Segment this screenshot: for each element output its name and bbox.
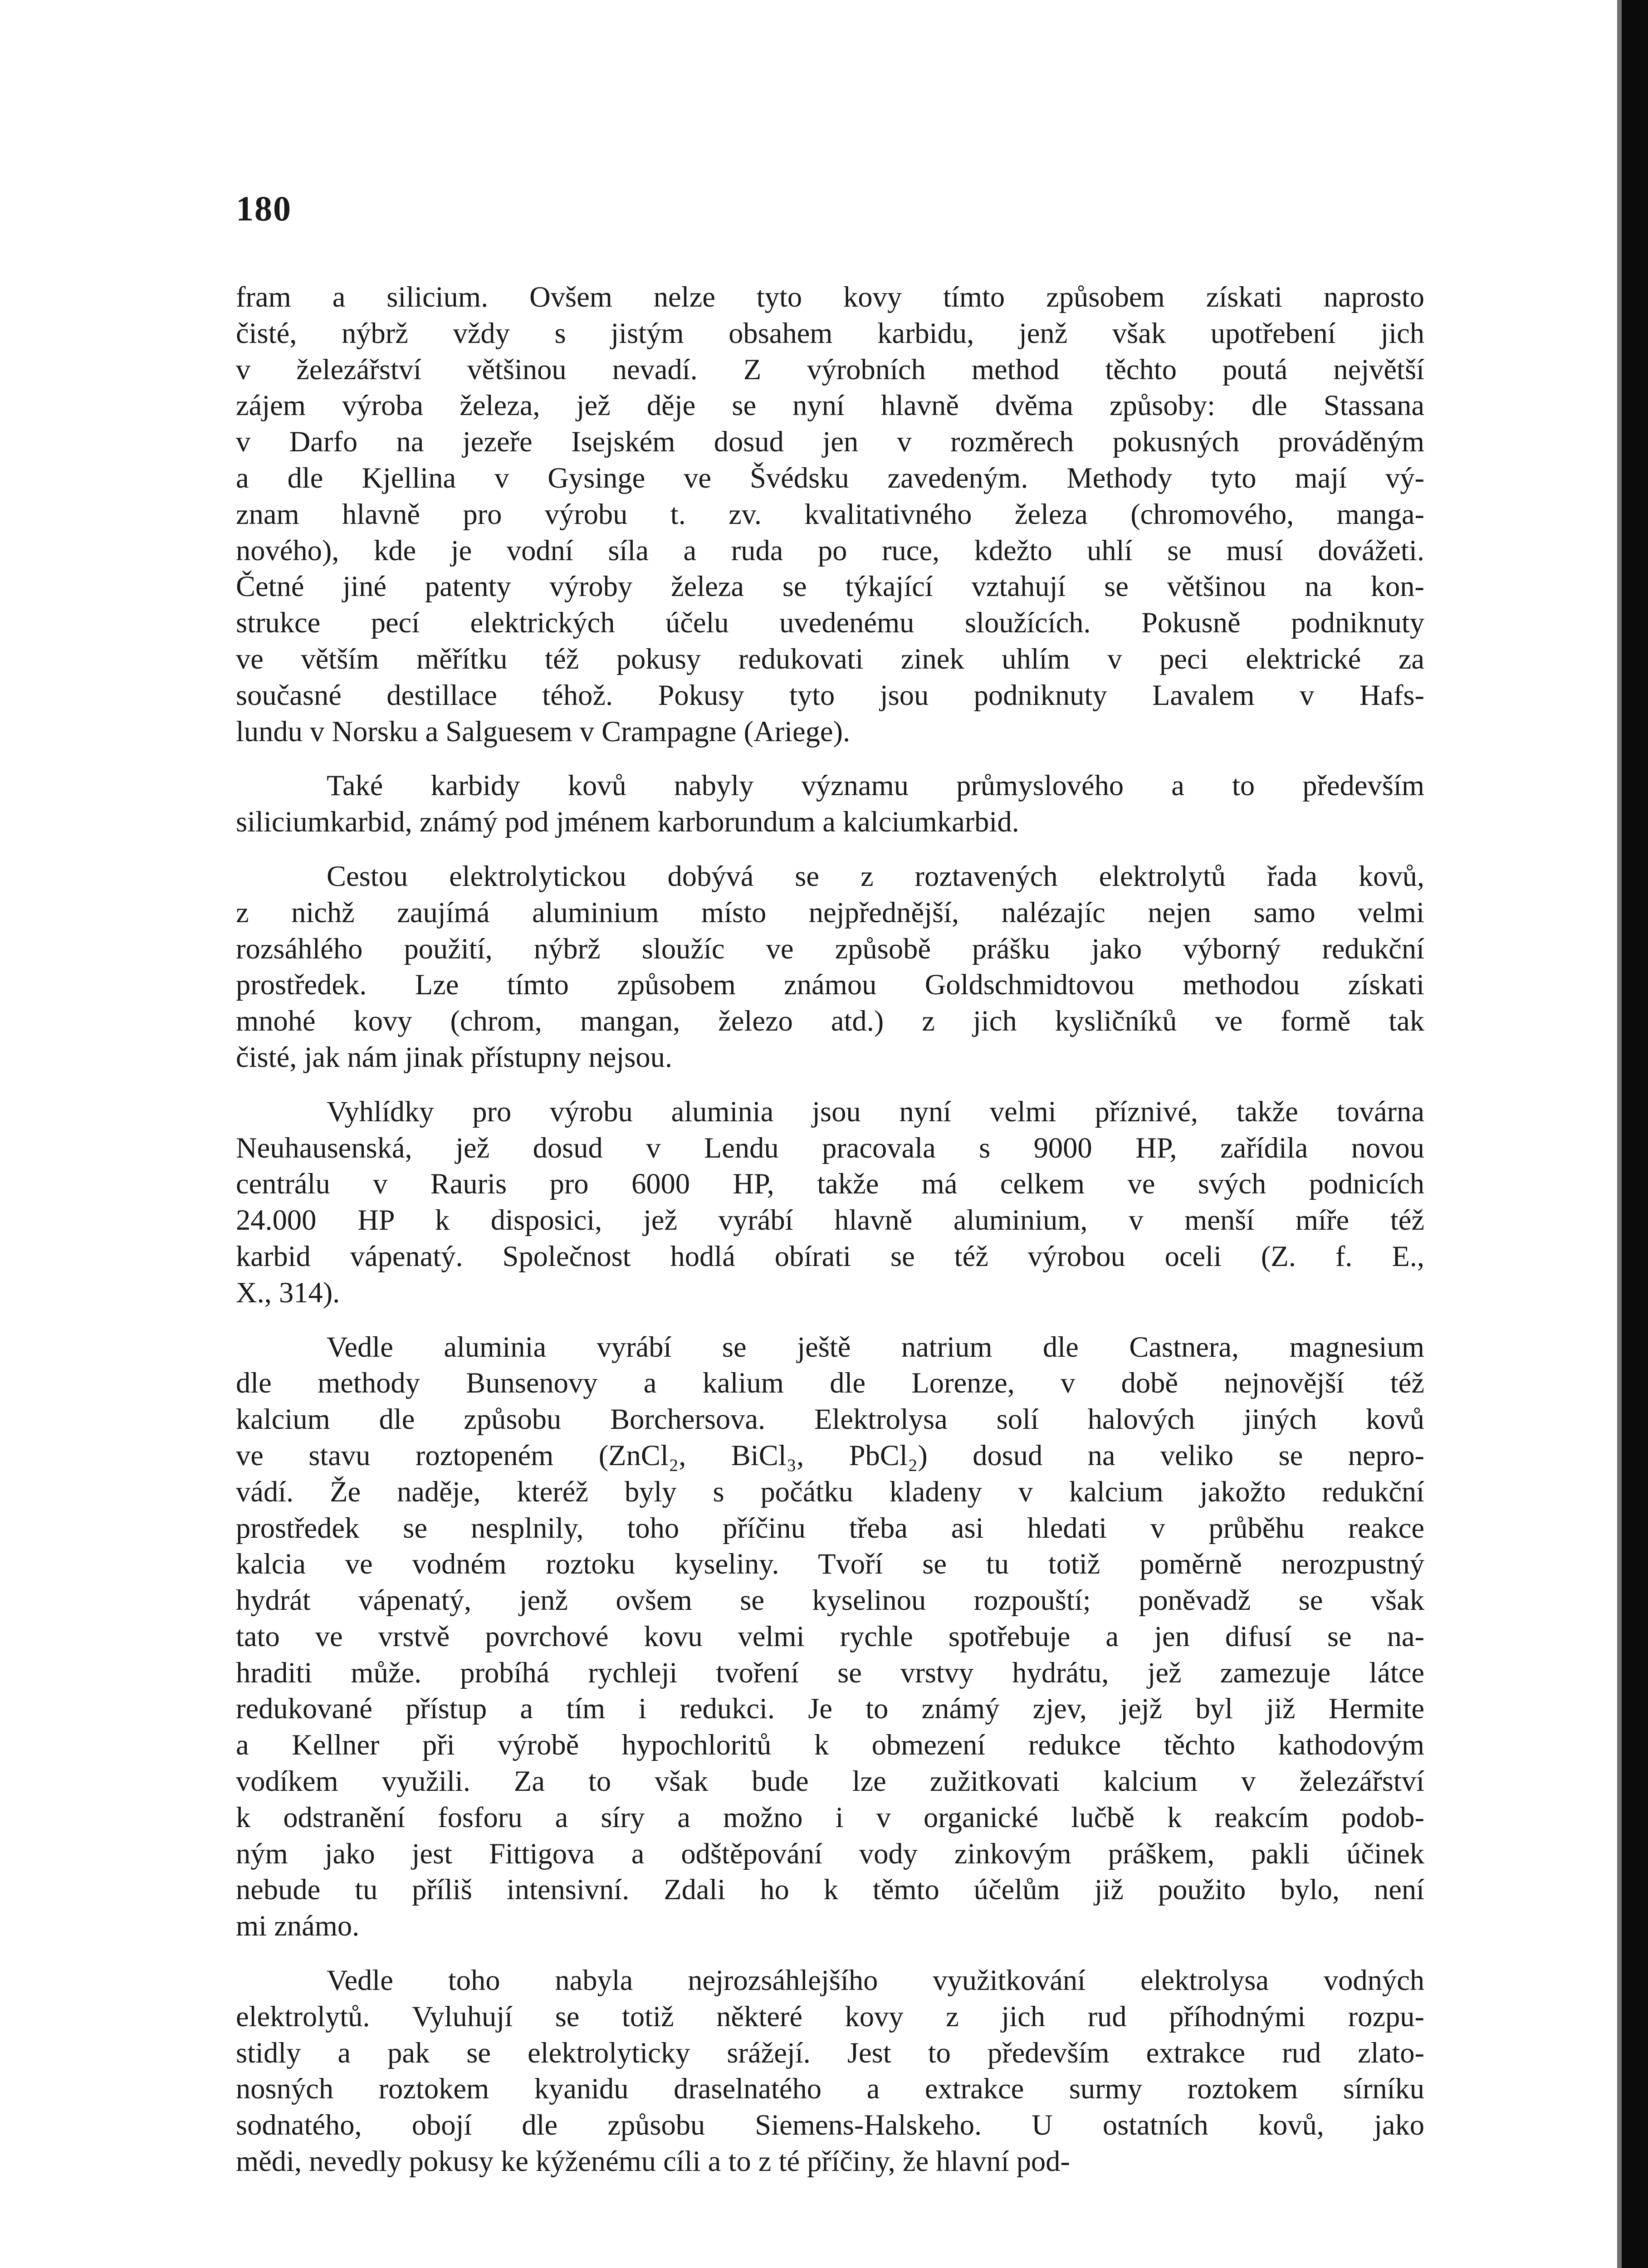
text-line: Vedle aluminia vyrábí se ještě natrium dle Castnera, magnesium bbox=[327, 1330, 1424, 1363]
text-line: Vyhlídky pro výrobu aluminia jsou nyní velmi příznivé, takže továrna bbox=[327, 1095, 1424, 1128]
text-line: nosných roztokem kyanidu draselnatého a extrakce surmy roztokem sírníku bbox=[236, 2072, 1424, 2105]
text-line: redukované přístup a tím i redukci. Je to známý zjev, jejž byl již Hermite bbox=[236, 1692, 1424, 1725]
text-line: hraditi může. probíhá rychleji tvoření se vrstvy hydrátu, jež zamezuje látce bbox=[236, 1656, 1424, 1689]
text-line: v Darfo na jezeře Isejském dosud jen v rozměrech pokusných prováděným bbox=[236, 425, 1424, 458]
text-line: Vedle toho nabyla nejrozsáhlejšího využitkování elektrolysa vodných bbox=[327, 1964, 1424, 1997]
text-line: ným jako jest Fittigova a odštěpování vody zinkovým práškem, pakli účinek bbox=[236, 1837, 1424, 1870]
paragraph-gap bbox=[236, 1944, 1424, 1962]
text-line: nebude tu příliš intensivní. Zdali ho k těmto účelům již použito bylo, není bbox=[236, 1873, 1424, 1906]
text-line: Neuhausenská, jež dosud v Lendu pracovala s 9000 HP, zařídila novou bbox=[236, 1131, 1424, 1164]
text-line: v železářství většinou nevadí. Z výrobních method těchto poutá největší bbox=[236, 353, 1424, 386]
paragraph bbox=[236, 858, 1424, 1075]
text-line: prostředek. Lze tímto způsobem známou Goldschmidtovou methodou získati bbox=[236, 968, 1424, 1001]
text-line: kalcium dle způsobu Borchersova. Elektrolysa solí halových jiných kovů bbox=[236, 1403, 1424, 1436]
text-line: lundu v Norsku a Salguesem v Crampagne (Ariege). bbox=[236, 715, 851, 748]
paragraph bbox=[236, 1962, 1424, 2180]
text-line: ve větším měřítku též pokusy redukovati zinek uhlím v peci elektrické za bbox=[236, 642, 1424, 675]
page-number: 180 bbox=[236, 189, 292, 228]
text-line: znam hlavně pro výrobu t. zv. kvalitativného železa (chromového, manga- bbox=[236, 498, 1424, 530]
text-line: nového), kde je vodní síla a ruda po ruce, kdežto uhlí se musí dovážeti. bbox=[236, 534, 1424, 567]
text-line: čisté, nýbrž vždy s jistým obsahem karbidu, jenž však upotřebení jich bbox=[236, 317, 1424, 349]
text-line: centrálu v Rauris pro 6000 HP, takže má celkem ve svých podnicích bbox=[236, 1168, 1424, 1200]
text-line: tato ve vrstvě povrchové kovu velmi rychle spotřebuje a jen difusí se na- bbox=[236, 1620, 1424, 1652]
text-line: X., 314). bbox=[236, 1276, 340, 1309]
paragraph-gap bbox=[236, 1311, 1424, 1329]
text-line: fram a silicium. Ovšem nelze tyto kovy tímto způsobem získati naprosto bbox=[236, 281, 1424, 313]
text-line: rozsáhlého použití, nýbrž sloužíc ve způsobě prášku jako výborný redukční bbox=[236, 932, 1424, 965]
text-line: vodíkem využili. Za to však bude lze zužitkovati kalcium v železářství bbox=[236, 1765, 1424, 1798]
text-line: současné destillace téhož. Pokusy tyto jsou podniknuty Lavalem v Hafs- bbox=[236, 679, 1424, 711]
paragraph-gap bbox=[236, 1075, 1424, 1094]
text-line: z nichž zaujímá aluminium místo nejpřednější, nalézajíc nejen samo velmi bbox=[236, 896, 1424, 929]
paragraph-gap bbox=[236, 749, 1424, 767]
text-line: stidly a pak se elektrolyticky srážejí. Jest to především extrakce rud zlato- bbox=[236, 2036, 1424, 2069]
text-line: dle methody Bunsenovy a kalium dle Lorenze, v době nejnovější též bbox=[236, 1367, 1424, 1399]
paragraph-gap bbox=[236, 840, 1424, 858]
text-line: mnohé kovy (chrom, mangan, železo atd.) z jich kysličníků ve formě tak bbox=[236, 1005, 1424, 1037]
text-line: elektrolytů. Vyluhují se totiž některé kovy z jich rud příhodnými rozpu- bbox=[236, 2000, 1424, 2033]
text-line: Cestou elektrolytickou dobývá se z roztavených elektrolytů řada kovů, bbox=[327, 860, 1424, 892]
text-line: a dle Kjellina v Gysinge ve Švédsku zavedeným. Methody tyto mají vý- bbox=[236, 461, 1424, 494]
text-line: 24.000 HP k disposici, jež vyrábí hlavně aluminium, v menší míře též bbox=[236, 1204, 1424, 1237]
text-line: siliciumkarbid, známý pod jménem karborundum a kalciumkarbid. bbox=[236, 806, 1019, 838]
text-line: zájem výroba železa, jež děje se nyní hlavně dvěma způsoby: dle Stassana bbox=[236, 389, 1424, 422]
text-line: strukce pecí elektrických účelu uvedenému sloužících. Pokusně podniknuty bbox=[236, 606, 1424, 639]
paragraph bbox=[236, 279, 1424, 749]
text-line: sodnatého, obojí dle způsobu Siemens-Halskeho. U ostatních kovů, jako bbox=[236, 2109, 1424, 2141]
text-line: vádí. Že naděje, kteréž byly s počátku kladeny v kalcium jakožto redukční bbox=[236, 1475, 1424, 1508]
text-line: čisté, jak nám jinak přístupny nejsou. bbox=[236, 1041, 672, 1073]
paragraph bbox=[236, 767, 1424, 840]
text-line: Také karbidy kovů nabyly významu průmyslového a to především bbox=[327, 769, 1424, 802]
text-line: ve stavu roztopeném (ZnCl₂, BiCl₃, PbCl₂) dosud na veliko se nepro- bbox=[236, 1439, 1424, 1471]
body-text bbox=[236, 279, 1424, 2180]
text-line: a Kellner při výrobě hypochloritů k obmezení redukce těchto kathodovým bbox=[236, 1729, 1424, 1761]
paragraph bbox=[236, 1094, 1424, 1311]
text-line: prostředek se nesplnily, toho příčinu třeba asi hledati v průběhu reakce bbox=[236, 1511, 1424, 1544]
text-line: Četné jiné patenty výroby železa se týkající vztahují se většinou na kon- bbox=[236, 570, 1424, 603]
text-line: hydrát vápenatý, jenž ovšem se kyselinou rozpouští; poněvadž se však bbox=[236, 1584, 1424, 1617]
text-line: mi známo. bbox=[236, 1910, 360, 1942]
scan-edge-shadow bbox=[1617, 0, 1622, 2268]
text-line: karbid vápenatý. Společnost hodlá obírati se též výrobou oceli (Z. f. E., bbox=[236, 1240, 1424, 1272]
scan-edge-right bbox=[1622, 0, 1648, 2268]
paragraph bbox=[236, 1329, 1424, 1945]
text-line: k odstranění fosforu a síry a možno i v organické lučbě k reakcím podob- bbox=[236, 1801, 1424, 1833]
text-line: mědi, nevedly pokusy ke kýženému cíli a to z té příčiny, že hlavní pod- bbox=[236, 2145, 1070, 2178]
text-line: kalcia ve vodném roztoku kyseliny. Tvoří se tu totiž poměrně nerozpustný bbox=[236, 1548, 1424, 1580]
